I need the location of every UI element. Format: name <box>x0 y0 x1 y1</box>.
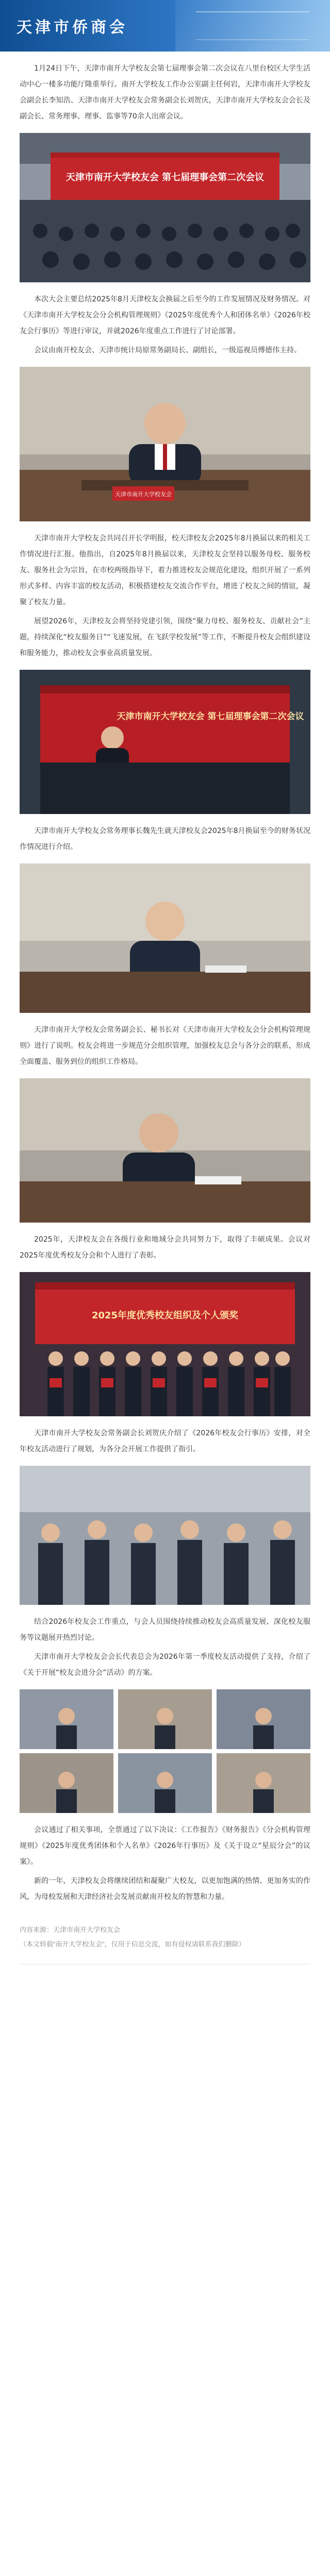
paragraph-outlook: 展望2026年，天津校友会将坚持党建引领，围绕“聚力母校、服务校友、贡献社会”主题，持续深化“校友服务日”“飞速发展，在飞跃学校发展”等工作，不断提升校友会组织建设和服务能力，推动校友会事业高质量发展。 <box>20 617 310 657</box>
paragraph-rules: 天津市南开大学校友会常务副会长、秘书长对《天津市南开大学校友会分会机构管理规则》进行了说明。校友会将进一步规范分会组织管理，加强校友总会与各分会的联系，形成全面覆盖、服务到位的组织工作格局。 <box>20 1026 310 1066</box>
speaker-photo-2 <box>20 863 310 1013</box>
paragraph-report: 天津市南开大学校友会共同召开长学明报，校天津校友会2025年8月换届以来的相关工作情况进行汇报。他指出，自2025年8月换届以来，天津校友会坚持以服务母校、服务校友、服务社会为宗旨，在市校两级指导下，着力推进校友会规范化建设，组织开展了一系列形式多样、内容丰富的校友活动，积极搭建校友交流合作平台，增进了校友之间的情谊，凝聚了校友力量。 <box>20 534 310 606</box>
paragraph-plan: 天津市南开大学校友会会长代表总会为2026年第一季度校友活动提供了支持，介绍了《关于开展“校友会进分会”活动》的方案。 <box>20 1653 310 1677</box>
paragraph-finance: 天津市南开大学校友会常务理事长魏先生就天津校友会2025年8月换届至今的财务状况作情况进行介绍。 <box>20 827 310 851</box>
speaker-photo-3 <box>20 1078 310 1223</box>
collage-photo <box>20 1689 310 1813</box>
paragraph-agenda: 本次大会主要总结2025年8月天津校友会换届之后至今的工作发展情况及财务情况。对《天津市南开大学校友会分会机构管理规则》《2025年度优秀个人和团体名单》《2026年校友会行事历》等进行审议，并就2026年度重点工作进行了讨论部署。 <box>20 295 310 335</box>
paragraph-calendar: 天津市南开大学校友会常务副会长刘贺庆介绍了《2026年校友会行事历》安排，对全年校友活动进行了规划，为各分会开展工作提供了指引。 <box>20 1429 310 1453</box>
paragraph-resolutions: 会议通过了相关事项，全票通过了以下决议：《工作报告》《财务报告》《分会机构管理规则》《2025年度优秀团体和个人名单》《2026年行事历》及《关于设立“星辰分会”的议案》。 <box>20 1826 310 1866</box>
paragraph-discussion: 结合2026年校友会工作重点，与会人员围绕持续推动校友会高质量发展、深化校友服务等议题展开热烈讨论。 <box>20 1618 310 1642</box>
header-banner <box>0 0 330 52</box>
meeting-hall-photo <box>20 133 310 282</box>
discussion-photo <box>20 1466 310 1605</box>
paragraph-closing: 新的一年，天津校友会将继续团结和凝聚广大校友，以更加饱满的热情、更加务实的作风，为母校发展和天津经济社会发展贡献南开校友的智慧和力量。 <box>20 1877 310 1901</box>
source-line: 内容来源：天津市南开大学校友会 <box>20 1926 121 1934</box>
podium-banner-text: 天津市南开大学校友会 第七届理事会第二次会议 <box>117 711 304 722</box>
disclaimer-line: （本文转载“南开大学校友会”，仅用于信息交流，如有侵权请联系我们删除） <box>20 1940 245 1948</box>
stage-banner-text: 天津市南开大学校友会 第七届理事会第二次会议 <box>65 172 265 183</box>
paragraph-intro: 1月24日下午，天津市南开大学校友会第七届理事会第二次会议在八里台校区大学生活动中心一楼多功能厅隆重举行。南开大学校友工作办公室副主任何岩，天津市南开大学校友会副会长李知浩、天津市南开大学校友会常务副会长刘贺庆，天津市南开大学校友会会长及副会长、常务理事、理事、监事等70余人出席会议。 <box>20 64 310 121</box>
paragraph-host: 会议由南开校友会、天津市统计局原常务副局长、副组长，一级巡视员傅德伟主持。 <box>34 346 301 354</box>
awards-banner-text: 2025年度优秀校友组织及个人颁奖 <box>91 1310 239 1321</box>
name-plate-text: 天津市南开大学校友会 <box>115 491 172 498</box>
paragraph-awards: 2025年，天津校友会在各级行业和地域分会共同努力下，取得了丰硕成果。会议对2025年度优秀校友分会和个人进行了表彰。 <box>20 1235 310 1260</box>
banner-title: 天津市侨商会 <box>16 19 128 37</box>
source-note <box>20 1923 310 1952</box>
speaker-photo-1 <box>20 367 310 521</box>
banner-decoration-lines <box>196 11 309 40</box>
article-body <box>0 52 330 1964</box>
awards-group-photo <box>20 1272 310 1416</box>
podium-photo <box>20 670 310 814</box>
